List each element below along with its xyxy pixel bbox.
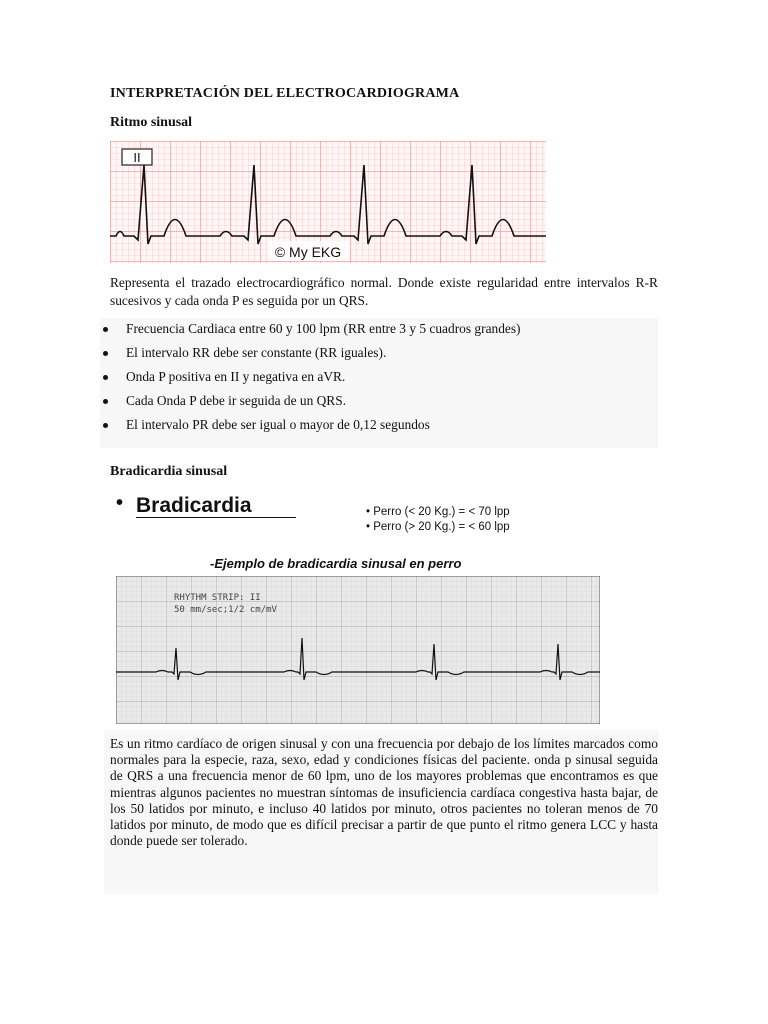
list-item: Frecuencia Cardiaca entre 60 y 100 lpm (RR entre 3 y 5 cuadros grandes) [100,320,660,344]
strip-label-speed: 50 mm/sec;1/2 cm/mV [174,605,277,615]
slide-title: Bradicardia [136,494,252,517]
strip-label-lead: RHYTHM STRIP: II [174,593,261,603]
document-title: INTERPRETACIÓN DEL ELECTROCARDIOGRAMA [110,86,460,101]
bullet-icon [103,423,108,428]
slide-bullet: • [116,492,124,514]
criteria-large-dog: • Perro (> 20 Kg.) = < 60 lpp [366,521,510,533]
slide-title-underline [136,517,296,518]
bullet-icon [103,375,108,380]
list-item: El intervalo RR debe ser constante (RR iguales). [100,344,660,368]
ekg-normal-sinus-figure [110,141,546,263]
section-heading-bradicardia-sinusal: Bradicardia sinusal [110,464,228,479]
figure-credit: © My EKG [274,244,342,260]
list-item: El intervalo PR debe ser igual o mayor de 0,12 segundos [100,416,660,440]
list-item: Onda P positiva en II y negativa en aVR. [100,368,660,392]
section-heading-ritmo-sinusal: Ritmo sinusal [110,115,193,130]
bradicardia-paragraph: Es un ritmo cardíaco de origen sinusal y con una frecuencia por debajo de los límites marcados como normales para la especie, raza, sexo, edad y condiciones físicas del paciente. onda p sinusal seguida de QRS a una frecuencia menor de 60 lpm, uno de los mayores problemas que encontramos es que mientras algunos pacientes no muestran síntomas de insuficiencia cardíaca congestiva hasta bajar, de los 50 latidos por minuto, e incluso 40 latidos por minuto, otros pacientes no toleran menos de 70 latidos por minuto, de modo que es difícil precisar a partir de que punto el ritmo genera LCC y hasta donde puede ser tolerado. [110,736,658,849]
bullet-icon [103,351,108,356]
bullet-icon [103,399,108,404]
ritmo-sinusal-criteria-list [100,320,660,440]
bullet-icon [103,327,108,332]
criteria-small-dog: • Perro (< 20 Kg.) = < 70 lpp [366,506,510,518]
list-item: Cada Onda P debe ir seguida de un QRS. [100,392,660,416]
figure-caption: -Ejemplo de bradicardia sinusal en perro [210,556,462,571]
ekg-bradycardia-strip [116,576,600,724]
ritmo-sinusal-paragraph: Representa el trazado electrocardiográfico normal. Donde existe regularidad entre intervalos R-R sucesivos y cada onda P es seguida por un QRS. [110,275,658,308]
lead-label: II [133,150,141,165]
